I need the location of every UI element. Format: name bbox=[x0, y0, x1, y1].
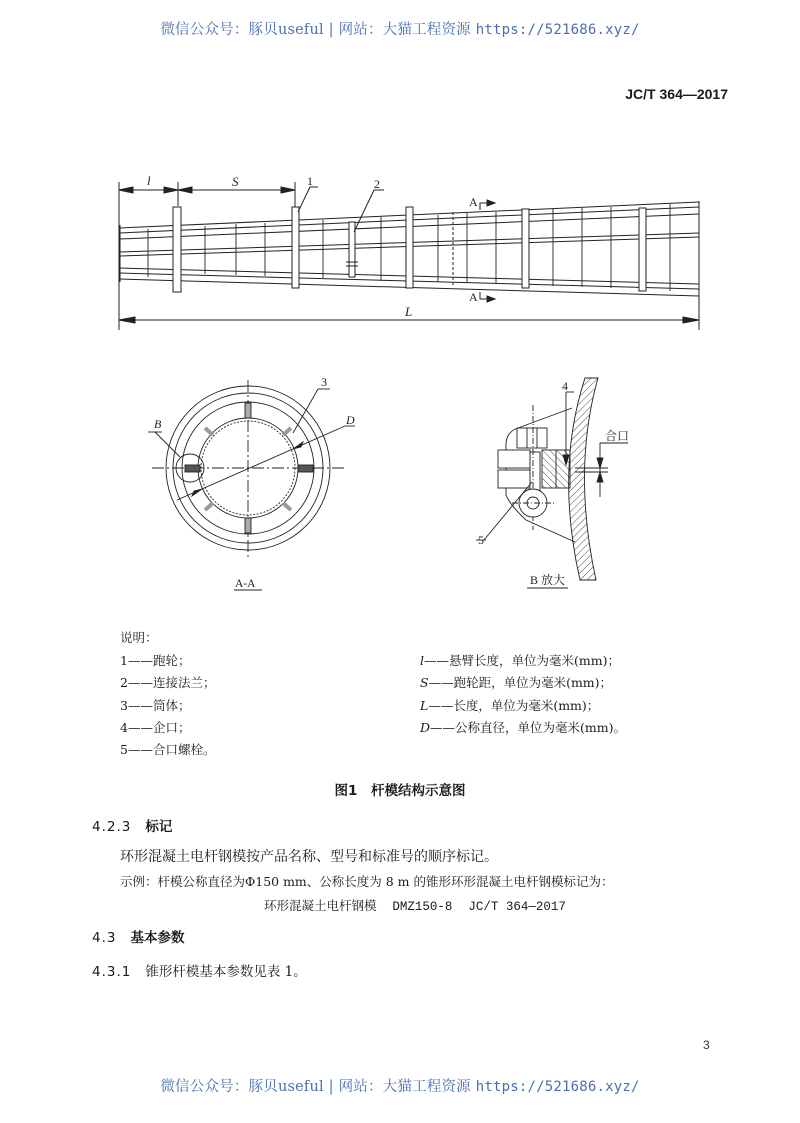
svg-text:S: S bbox=[232, 174, 239, 189]
svg-text:1: 1 bbox=[307, 174, 313, 188]
svg-text:A: A bbox=[469, 290, 478, 304]
svg-text:2: 2 bbox=[374, 177, 380, 191]
figure-caption: 图1 杆模结构示意图 bbox=[334, 783, 466, 799]
legend-part: 1——跑轮； bbox=[120, 653, 191, 668]
marking-example: 示例：杆模公称直径为Φ150 mm、公称长度为 8 m 的锥形环形混凝土电杆钢模标记为： bbox=[120, 874, 614, 889]
svg-text:A-A: A-A bbox=[235, 578, 256, 590]
svg-text:A: A bbox=[469, 195, 478, 209]
legend-part: 5——合口螺栓。 bbox=[120, 742, 216, 758]
standard-number: JC/T 364—2017 bbox=[625, 86, 728, 102]
svg-text:L: L bbox=[405, 304, 413, 319]
legend-symbol: L——长度，单位为毫米(mm)； bbox=[420, 697, 600, 713]
marking-designation: 环形混凝土电杆钢模 DMZ150-8 JC/T 364—2017 bbox=[264, 898, 566, 914]
legend-parts-list bbox=[120, 650, 215, 761]
svg-text:4: 4 bbox=[562, 379, 568, 393]
svg-text:B 放大: B 放大 bbox=[530, 573, 566, 587]
section-a-a-drawing bbox=[140, 370, 360, 600]
watermark-bottom bbox=[0, 1075, 800, 1096]
svg-text:合口: 合口 bbox=[605, 429, 630, 443]
watermark-text: 微信公众号：豚贝useful | 网站：大猫工程资源 bbox=[160, 22, 476, 38]
svg-text:5: 5 bbox=[478, 533, 484, 547]
legend-part: 4——企口； bbox=[120, 719, 191, 735]
legend-part: 3——筒体； bbox=[120, 697, 191, 713]
section-heading-4-2-3: 4.2.3 标记 bbox=[92, 819, 173, 835]
legend-symbol: S——跑轮距，单位为毫米(mm)； bbox=[420, 675, 613, 691]
section-heading-4-3: 4.3 基本参数 bbox=[92, 930, 185, 946]
watermark-top bbox=[0, 18, 800, 39]
legend-title: 说明： bbox=[120, 630, 158, 645]
watermark-text: 微信公众号：豚贝useful | 网站：大猫工程资源 bbox=[160, 1079, 476, 1095]
marking-paragraph: 环形混凝土电杆钢模按产品名称、型号和标准号的顺序标记。 bbox=[120, 849, 498, 865]
legend-symbol: l——悬臂长度，单位为毫米(mm)； bbox=[420, 653, 620, 668]
section-heading-4-3-1: 4.3.1 锥形杆模基本参数见表 1。 bbox=[92, 964, 307, 980]
svg-text:l: l bbox=[147, 173, 151, 188]
watermark-url[interactable]: https://521686.xyz/ bbox=[475, 1079, 640, 1095]
mold-elevation-drawing bbox=[100, 165, 720, 335]
svg-text:D: D bbox=[346, 413, 355, 427]
watermark-url[interactable]: https://521686.xyz/ bbox=[475, 22, 640, 38]
detail-b-drawing bbox=[460, 370, 640, 590]
page-number: 3 bbox=[703, 1038, 710, 1052]
svg-text:B: B bbox=[154, 417, 162, 431]
legend-symbol: D——公称直径，单位为毫米(mm)。 bbox=[420, 719, 626, 735]
legend-symbols-list bbox=[420, 650, 626, 739]
svg-text:3: 3 bbox=[321, 375, 327, 389]
legend-part: 2——连接法兰； bbox=[120, 675, 216, 691]
